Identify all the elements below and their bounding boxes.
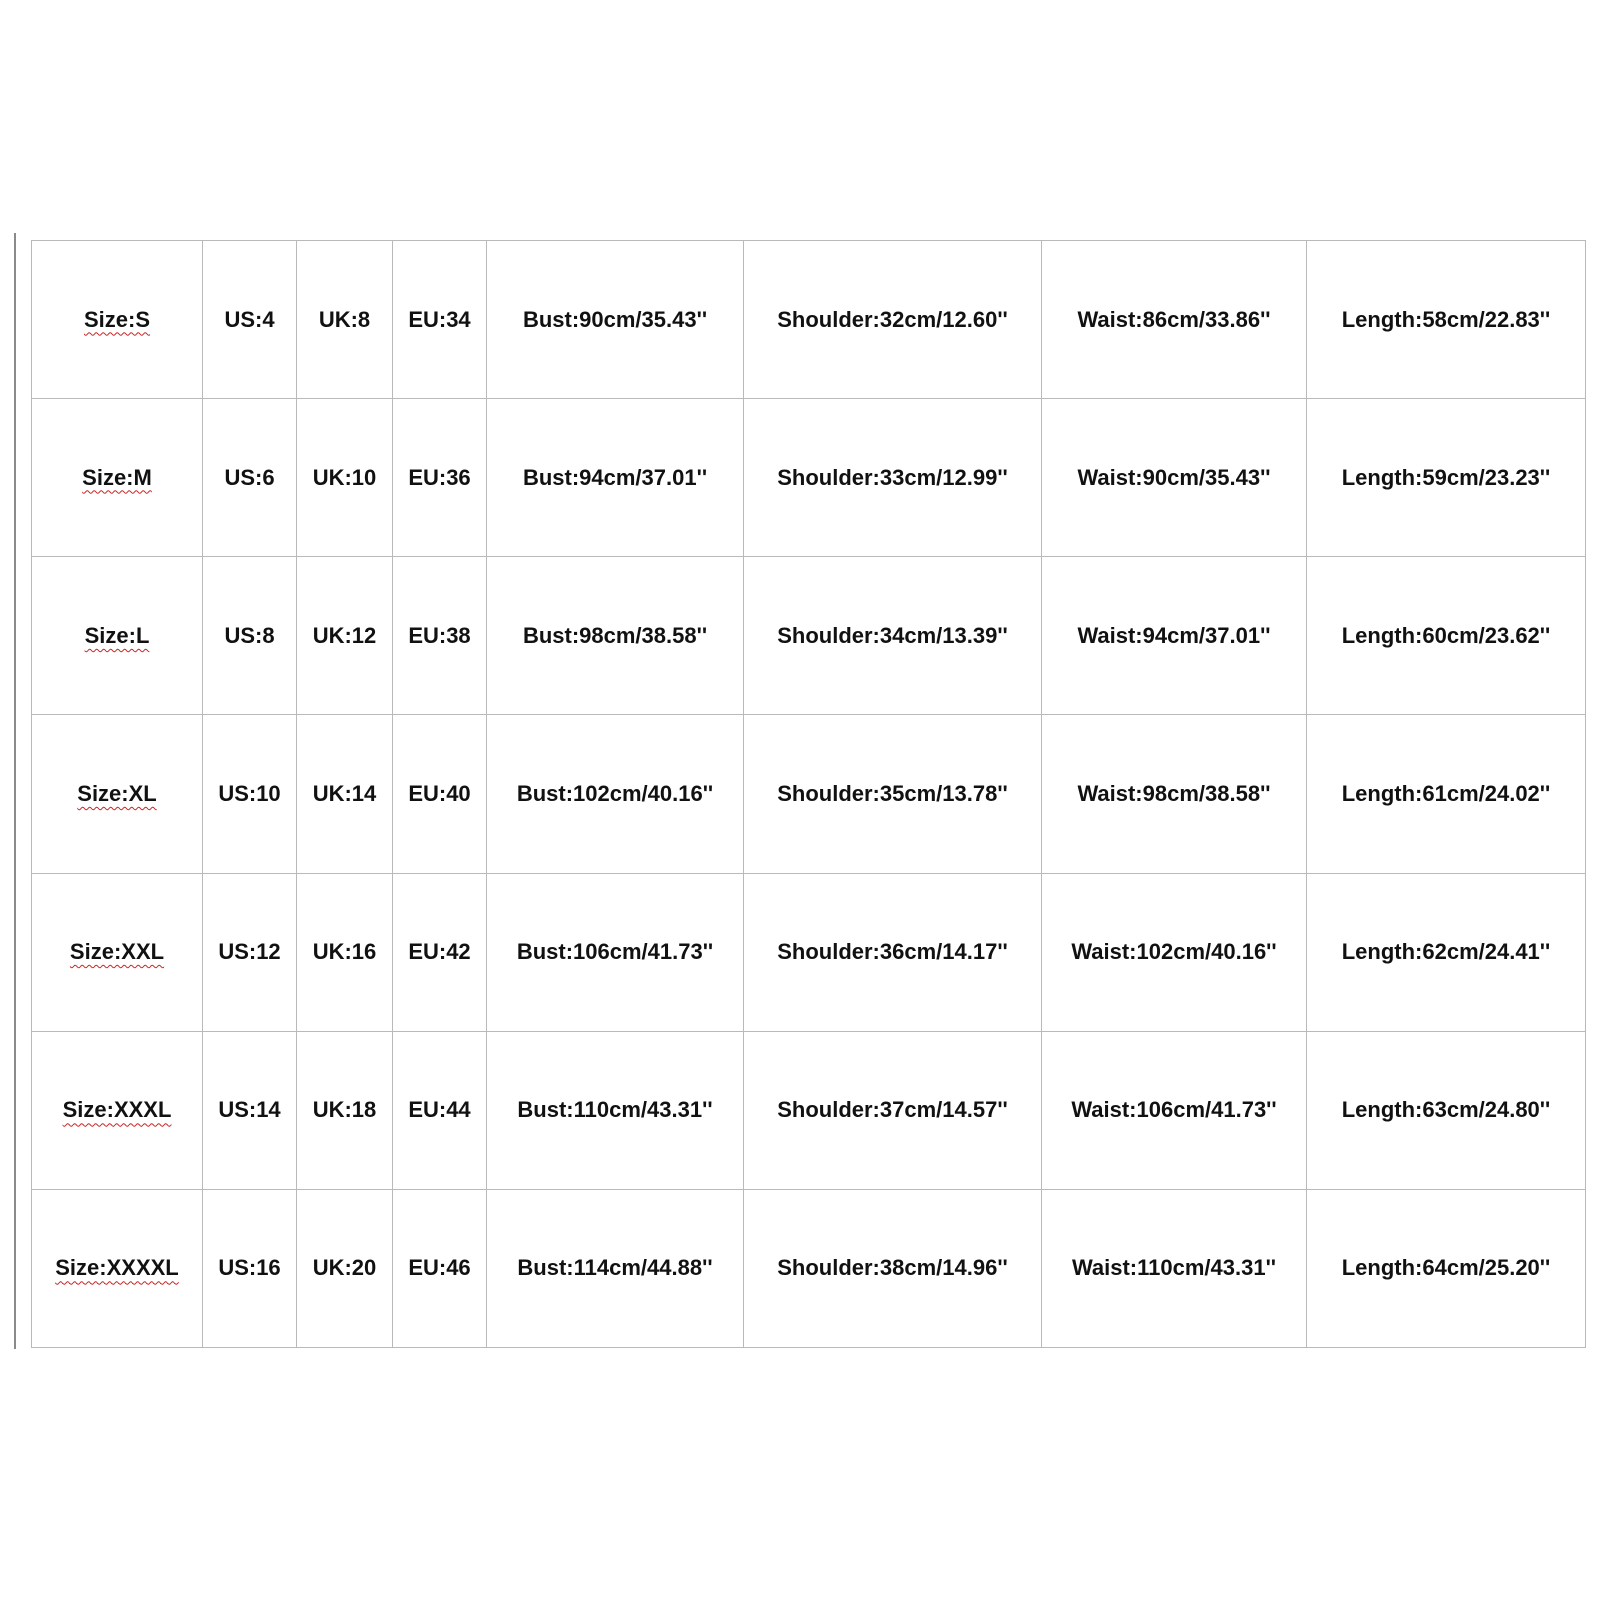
size-label: Size:XXXXL <box>55 1255 179 1281</box>
waist-cell: Waist:106cm/41.73'' <box>1042 1031 1307 1189</box>
shoulder-cell: Shoulder:38cm/14.96'' <box>744 1189 1042 1347</box>
us-size-cell: US:12 <box>203 873 297 1031</box>
size-label: Size:XXXL <box>62 1097 172 1123</box>
length-cell: Length:64cm/25.20'' <box>1307 1189 1586 1347</box>
us-size-cell: US:6 <box>203 399 297 557</box>
bust-cell: Bust:114cm/44.88'' <box>487 1189 744 1347</box>
bust-cell: Bust:94cm/37.01'' <box>487 399 744 557</box>
size-cell <box>32 1031 203 1189</box>
shoulder-cell: Shoulder:37cm/14.57'' <box>744 1031 1042 1189</box>
size-cell <box>32 557 203 715</box>
shoulder-cell: Shoulder:33cm/12.99'' <box>744 399 1042 557</box>
bust-cell: Bust:110cm/43.31'' <box>487 1031 744 1189</box>
table-row <box>32 557 1586 715</box>
us-size-cell: US:4 <box>203 241 297 399</box>
waist-cell: Waist:102cm/40.16'' <box>1042 873 1307 1031</box>
length-cell: Length:59cm/23.23'' <box>1307 399 1586 557</box>
table-row <box>32 873 1586 1031</box>
us-size-cell: US:16 <box>203 1189 297 1347</box>
us-size-cell: US:10 <box>203 715 297 873</box>
uk-size-cell: UK:10 <box>297 399 393 557</box>
length-cell: Length:58cm/22.83'' <box>1307 241 1586 399</box>
length-cell: Length:61cm/24.02'' <box>1307 715 1586 873</box>
uk-size-cell: UK:14 <box>297 715 393 873</box>
uk-size-cell: UK:8 <box>297 241 393 399</box>
us-size-cell: US:8 <box>203 557 297 715</box>
eu-size-cell: EU:36 <box>393 399 487 557</box>
size-cell <box>32 1189 203 1347</box>
table-row <box>32 1031 1586 1189</box>
size-cell <box>32 241 203 399</box>
eu-size-cell: EU:34 <box>393 241 487 399</box>
table-row <box>32 1189 1586 1347</box>
uk-size-cell: UK:16 <box>297 873 393 1031</box>
size-label: Size:XXL <box>69 939 165 965</box>
waist-cell: Waist:90cm/35.43'' <box>1042 399 1307 557</box>
eu-size-cell: EU:38 <box>393 557 487 715</box>
length-cell: Length:62cm/24.41'' <box>1307 873 1586 1031</box>
shoulder-cell: Shoulder:36cm/14.17'' <box>744 873 1042 1031</box>
shoulder-cell: Shoulder:35cm/13.78'' <box>744 715 1042 873</box>
size-label: Size:XL <box>77 780 157 806</box>
uk-size-cell: UK:20 <box>297 1189 393 1347</box>
eu-size-cell: EU:40 <box>393 715 487 873</box>
uk-size-cell: UK:12 <box>297 557 393 715</box>
uk-size-cell: UK:18 <box>297 1031 393 1189</box>
left-border-line <box>14 233 16 1349</box>
size-chart-table <box>31 240 1586 1348</box>
size-label: Size:L <box>84 622 150 648</box>
us-size-cell: US:14 <box>203 1031 297 1189</box>
table-row <box>32 399 1586 557</box>
bust-cell: Bust:90cm/35.43'' <box>487 241 744 399</box>
waist-cell: Waist:98cm/38.58'' <box>1042 715 1307 873</box>
table-row <box>32 241 1586 399</box>
size-label: Size:M <box>82 464 152 490</box>
waist-cell: Waist:86cm/33.86'' <box>1042 241 1307 399</box>
waist-cell: Waist:94cm/37.01'' <box>1042 557 1307 715</box>
shoulder-cell: Shoulder:34cm/13.39'' <box>744 557 1042 715</box>
eu-size-cell: EU:42 <box>393 873 487 1031</box>
shoulder-cell: Shoulder:32cm/12.60'' <box>744 241 1042 399</box>
eu-size-cell: EU:44 <box>393 1031 487 1189</box>
size-cell <box>32 873 203 1031</box>
table-row <box>32 715 1586 873</box>
bust-cell: Bust:106cm/41.73'' <box>487 873 744 1031</box>
size-label: Size:S <box>83 306 151 332</box>
waist-cell: Waist:110cm/43.31'' <box>1042 1189 1307 1347</box>
length-cell: Length:60cm/23.62'' <box>1307 557 1586 715</box>
length-cell: Length:63cm/24.80'' <box>1307 1031 1586 1189</box>
bust-cell: Bust:98cm/38.58'' <box>487 557 744 715</box>
size-cell <box>32 715 203 873</box>
bust-cell: Bust:102cm/40.16'' <box>487 715 744 873</box>
eu-size-cell: EU:46 <box>393 1189 487 1347</box>
size-cell <box>32 399 203 557</box>
